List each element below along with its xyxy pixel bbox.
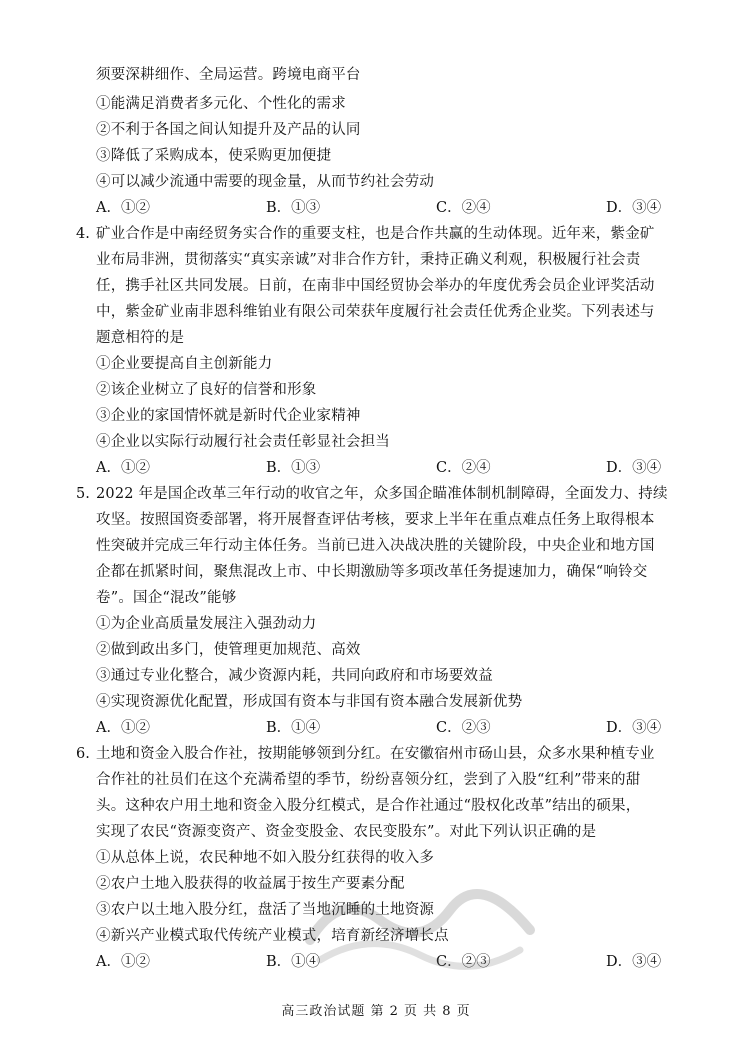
q4-stem-line-3: 任，携手社区共同发展。日前，在南非中国经贸协会举办的年度优秀会员企业评奖活动 xyxy=(96,278,655,294)
intro-statement-2: ②不利于各国之间认知提升及产品的认同 xyxy=(96,122,361,138)
option-d[interactable]: D．③④ xyxy=(606,720,662,736)
option-a[interactable]: A．①② xyxy=(96,720,150,736)
q5-statement-1: ①为企业高质量发展注入强劲动力 xyxy=(96,616,317,632)
intro-stem-line: 须要深耕细作、全局运营。跨境电商平台 xyxy=(96,67,361,83)
option-d[interactable]: D．③④ xyxy=(606,954,662,970)
q5-stem-line-3: 性突破并完成三年行动主体任务。当前已进入决战决胜的关键阶段，中央企业和地方国 xyxy=(96,538,655,554)
q5-stem-line-1: 2022 年是国企改革三年行动的收官之年，众多国企瞄准体制机制障碍，全面发力、持续 xyxy=(96,486,668,502)
q6-stem-line-4: 实现了农民“资源变资产、资金变股金、农民变股东”。对此下列认识正确的是 xyxy=(96,824,597,840)
q5-statement-3: ③通过专业化整合，减少资源内耗，共同向政府和市场要效益 xyxy=(96,668,493,684)
q6-options xyxy=(96,952,662,972)
intro-statement-3: ③降低了采购成本，使采购更加便捷 xyxy=(96,148,332,164)
intro-statement-1: ①能满足消费者多元化、个性化的需求 xyxy=(96,96,346,112)
q4-statement-1: ①企业要提高自主创新能力 xyxy=(96,356,273,372)
q5-stem-line-2: 攻坚。按照国资委部署，将开展督查评估考核，要求上半年在重点难点任务上取得根本 xyxy=(96,512,655,528)
option-a[interactable]: A．①② xyxy=(96,954,150,970)
option-a[interactable]: A．①② xyxy=(96,200,150,216)
intro-options xyxy=(96,198,662,218)
option-b[interactable]: B．①④ xyxy=(266,954,321,970)
q6-statement-2: ②农户土地入股获得的收益属于按生产要素分配 xyxy=(96,876,405,892)
intro-statement-4: ④可以减少流通中需要的现金量，从而节约社会劳动 xyxy=(96,174,435,190)
q4-stem-line-1: 矿业合作是中南经贸务实合作的重要支柱，也是合作共赢的生动体现。近年来，紫金矿 xyxy=(96,226,655,242)
q4-statement-3: ③企业的家国情怀就是新时代企业家精神 xyxy=(96,408,361,424)
q6-stem-line-2: 合作社的社员们在这个充满希望的季节，纷纷喜领分红，尝到了入股“红利”带来的甜 xyxy=(96,772,641,788)
option-d[interactable]: D．③④ xyxy=(606,200,662,216)
q4-stem-line-2: 业布局非洲，贯彻落实“真实亲诚”对非合作方针，秉持正确义利观，积极履行社会责 xyxy=(96,252,641,268)
q6-statement-3: ③农户以土地入股分红，盘活了当地沉睡的土地资源 xyxy=(96,902,435,918)
q6-statement-4: ④新兴产业模式取代传统产业模式，培育新经济增长点 xyxy=(96,928,449,944)
q4-statement-2: ②该企业树立了良好的信誉和形象 xyxy=(96,382,317,398)
question-number: 5. xyxy=(76,486,90,502)
q4-statement-4: ④企业以实际行动履行社会责任彰显社会担当 xyxy=(96,434,390,450)
q5-statement-4: ④实现资源优化配置，形成国有资本与非国有资本融合发展新优势 xyxy=(96,694,523,710)
option-a[interactable]: A．①② xyxy=(96,460,150,476)
q5-stem-line-4: 企都在抓紧时间，聚焦混改上市、中长期激励等多项改革任务提速加力，确保“响铃交 xyxy=(96,564,648,580)
option-d[interactable]: D．③④ xyxy=(606,460,662,476)
q4-options xyxy=(96,458,662,478)
q6-statement-1: ①从总体上说，农民种地不如入股分红获得的收入多 xyxy=(96,850,435,866)
q6-stem-line-3: 头。这种农户用土地和资金入股分红模式，是合作社通过“股权化改革”结出的硕果， xyxy=(96,798,641,814)
q6-stem-line-1: 土地和资金入股合作社，按期能够领到分红。在安徽宿州市砀山县，众多水果种植专业 xyxy=(96,746,655,762)
option-c[interactable]: C．②④ xyxy=(436,200,491,216)
option-b[interactable]: B．①④ xyxy=(266,720,321,736)
q4-stem-line-5: 题意相符的是 xyxy=(96,330,185,346)
q5-statement-2: ②做到政出多门，使管理更加规范、高效 xyxy=(96,642,361,658)
option-c[interactable]: C．②③ xyxy=(436,954,491,970)
option-c[interactable]: C．②③ xyxy=(436,720,491,736)
q4-stem-line-4: 中，紫金矿业南非恩科维铂业有限公司荣获年度履行社会责任优秀企业奖。下列表述与 xyxy=(96,304,655,320)
option-c[interactable]: C．②④ xyxy=(436,460,491,476)
page-footer: 高三政治试题 第 2 页 共 8 页 xyxy=(281,1004,471,1019)
question-number: 6. xyxy=(76,746,90,762)
option-b[interactable]: B．①③ xyxy=(266,200,321,216)
q5-stem-line-5: 卷”。国企“混改”能够 xyxy=(96,590,237,606)
q5-options xyxy=(96,718,662,738)
option-b[interactable]: B．①③ xyxy=(266,460,321,476)
question-number: 4. xyxy=(76,226,90,242)
